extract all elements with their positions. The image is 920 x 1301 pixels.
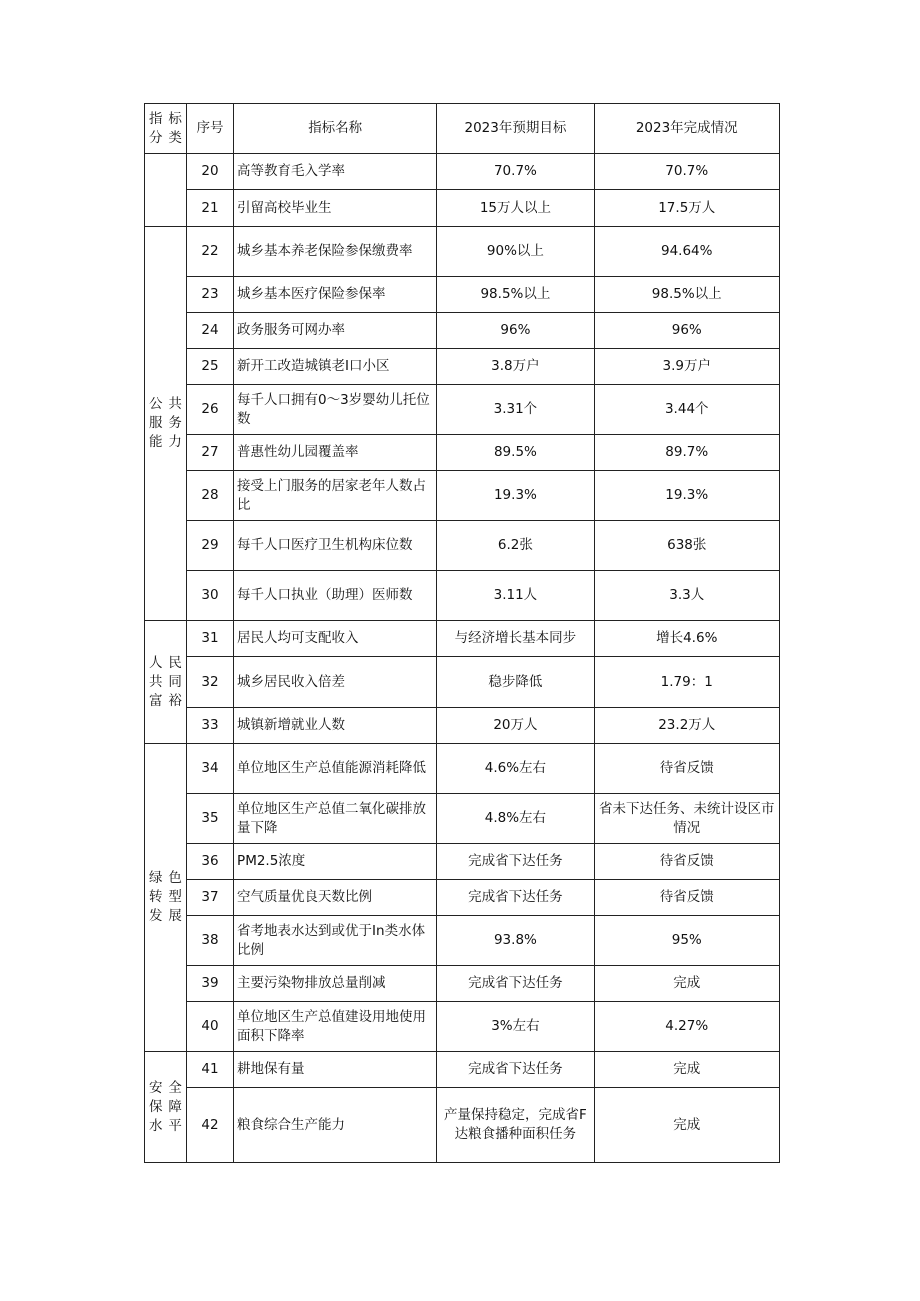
target-value: 19.3%	[437, 471, 594, 521]
indicator-name: 每千人口医疗卫生机构床位数	[234, 521, 437, 571]
table-row	[145, 966, 780, 1002]
indicator-name: 单位地区生产总值建设用地使用面积下降率	[234, 1002, 437, 1052]
indicator-name: 单位地区生产总值二氧化碳排放量下降	[234, 794, 437, 844]
table-row	[145, 313, 780, 349]
target-value: 90%以上	[437, 227, 594, 277]
result-value: 638张	[594, 521, 780, 571]
row-number: 35	[186, 794, 233, 844]
table-row	[145, 190, 780, 227]
result-value: 完成	[594, 1088, 780, 1163]
row-number: 26	[186, 385, 233, 435]
result-value: 待省反馈	[594, 744, 780, 794]
category-cell-empty	[145, 154, 187, 227]
indicator-name: 省考地表水达到或优于In类水体比例	[234, 916, 437, 966]
indicator-name: 耕地保有量	[234, 1052, 437, 1088]
header-result: 2023年完成情况	[594, 104, 780, 154]
table-row	[145, 794, 780, 844]
result-value: 3.3人	[594, 571, 780, 621]
result-value: 待省反馈	[594, 844, 780, 880]
indicator-name: 普惠性幼儿园覆盖率	[234, 435, 437, 471]
table-row	[145, 521, 780, 571]
table-row	[145, 435, 780, 471]
indicator-name: 新开工改造城镇老I口小区	[234, 349, 437, 385]
row-number: 42	[186, 1088, 233, 1163]
row-number: 23	[186, 277, 233, 313]
indicator-name: 空气质量优良天数比例	[234, 880, 437, 916]
table-row	[145, 916, 780, 966]
category-green: 绿色转型发展	[145, 744, 187, 1052]
row-number: 30	[186, 571, 233, 621]
table-row	[145, 571, 780, 621]
target-value: 20万人	[437, 708, 594, 744]
indicator-name: 高等教育毛入学率	[234, 154, 437, 190]
row-number: 22	[186, 227, 233, 277]
target-value: 93.8%	[437, 916, 594, 966]
row-number: 28	[186, 471, 233, 521]
row-number: 40	[186, 1002, 233, 1052]
result-value: 增长4.6%	[594, 621, 780, 657]
row-number: 21	[186, 190, 233, 227]
row-number: 27	[186, 435, 233, 471]
table-row	[145, 385, 780, 435]
result-value: 待省反馈	[594, 880, 780, 916]
indicator-name: 每千人口执业（助理）医师数	[234, 571, 437, 621]
target-value: 3.8万户	[437, 349, 594, 385]
table-row	[145, 657, 780, 708]
target-value: 15万人以上	[437, 190, 594, 227]
table-row	[145, 1088, 780, 1163]
target-value: 与经济增长基本同步	[437, 621, 594, 657]
result-value: 3.44个	[594, 385, 780, 435]
result-value: 96%	[594, 313, 780, 349]
category-security: 安全保障水平	[145, 1052, 187, 1163]
table-row	[145, 154, 780, 190]
result-value: 89.7%	[594, 435, 780, 471]
table-row	[145, 844, 780, 880]
header-name: 指标名称	[234, 104, 437, 154]
header-target: 2023年预期目标	[437, 104, 594, 154]
target-value: 完成省下达任务	[437, 880, 594, 916]
table-row	[145, 708, 780, 744]
row-number: 39	[186, 966, 233, 1002]
row-number: 41	[186, 1052, 233, 1088]
header-row	[145, 104, 780, 154]
result-value: 94.64%	[594, 227, 780, 277]
header-category: 指标分类	[145, 104, 187, 154]
table-row	[145, 277, 780, 313]
table-row	[145, 471, 780, 521]
indicator-name: 接受上门服务的居家老年人数占比	[234, 471, 437, 521]
indicator-name: 粮食综合生产能力	[234, 1088, 437, 1163]
indicator-name: 居民人均可支配收入	[234, 621, 437, 657]
target-value: 产量保持稳定，完成省F达粮食播种面积任务	[437, 1088, 594, 1163]
target-value: 3.31个	[437, 385, 594, 435]
target-value: 70.7%	[437, 154, 594, 190]
target-value: 96%	[437, 313, 594, 349]
indicator-table	[144, 103, 780, 1163]
result-value: 3.9万户	[594, 349, 780, 385]
category-public-service: 公共服务能力	[145, 227, 187, 621]
table-row	[145, 349, 780, 385]
row-number: 31	[186, 621, 233, 657]
result-value: 省未下达任务、未统计设区市情况	[594, 794, 780, 844]
target-value: 3.11人	[437, 571, 594, 621]
target-value: 完成省下达任务	[437, 844, 594, 880]
result-value: 23.2万人	[594, 708, 780, 744]
target-value: 98.5%以上	[437, 277, 594, 313]
indicator-name: 城乡基本养老保险参保缴费率	[234, 227, 437, 277]
target-value: 3%左右	[437, 1002, 594, 1052]
indicator-name: 主要污染物排放总量削减	[234, 966, 437, 1002]
table-row	[145, 744, 780, 794]
table-row	[145, 1052, 780, 1088]
row-number: 32	[186, 657, 233, 708]
target-value: 4.6%左右	[437, 744, 594, 794]
target-value: 4.8%左右	[437, 794, 594, 844]
row-number: 37	[186, 880, 233, 916]
row-number: 20	[186, 154, 233, 190]
target-value: 6.2张	[437, 521, 594, 571]
result-value: 完成	[594, 1052, 780, 1088]
row-number: 25	[186, 349, 233, 385]
indicator-name: 城乡居民收入倍差	[234, 657, 437, 708]
row-number: 29	[186, 521, 233, 571]
result-value: 98.5%以上	[594, 277, 780, 313]
target-value: 完成省下达任务	[437, 966, 594, 1002]
row-number: 38	[186, 916, 233, 966]
result-value: 17.5万人	[594, 190, 780, 227]
result-value: 4.27%	[594, 1002, 780, 1052]
indicator-name: 单位地区生产总值能源消耗降低	[234, 744, 437, 794]
table-row	[145, 1002, 780, 1052]
indicator-name: PM2.5浓度	[234, 844, 437, 880]
table-row	[145, 880, 780, 916]
result-value: 70.7%	[594, 154, 780, 190]
result-value: 19.3%	[594, 471, 780, 521]
result-value: 完成	[594, 966, 780, 1002]
header-seq: 序号	[186, 104, 233, 154]
row-number: 33	[186, 708, 233, 744]
table-row	[145, 621, 780, 657]
row-number: 24	[186, 313, 233, 349]
result-value: 1.79：1	[594, 657, 780, 708]
result-value: 95%	[594, 916, 780, 966]
indicator-name: 引留高校毕业生	[234, 190, 437, 227]
row-number: 36	[186, 844, 233, 880]
target-value: 89.5%	[437, 435, 594, 471]
target-value: 稳步降低	[437, 657, 594, 708]
indicator-name: 城乡基本医疗保险参保率	[234, 277, 437, 313]
indicator-name: 政务服务可网办率	[234, 313, 437, 349]
indicator-name: 城镇新增就业人数	[234, 708, 437, 744]
target-value: 完成省下达任务	[437, 1052, 594, 1088]
category-common-prosperity: 人民共同富裕	[145, 621, 187, 744]
indicator-name: 每千人口拥有0～3岁婴幼儿托位数	[234, 385, 437, 435]
table-row	[145, 227, 780, 277]
row-number: 34	[186, 744, 233, 794]
